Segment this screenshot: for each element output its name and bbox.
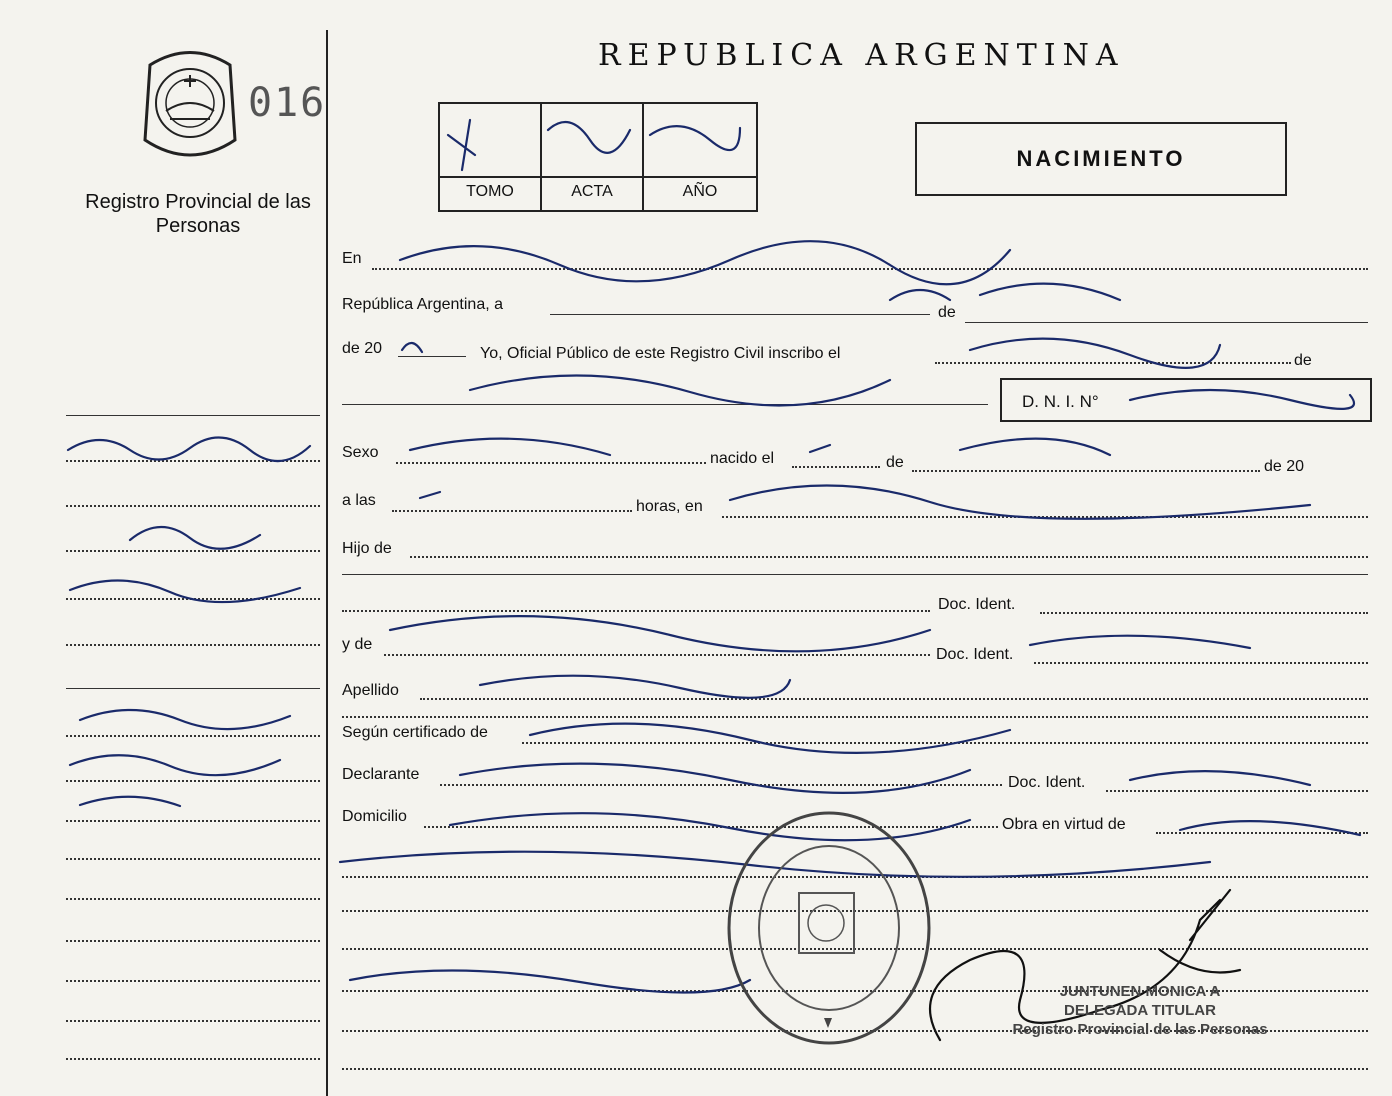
- label-segun-certificado: Según certificado de: [342, 724, 488, 741]
- folio-stamp: 016: [248, 80, 327, 126]
- label-de-birth-month: de: [886, 454, 904, 471]
- label-sexo: Sexo: [342, 444, 379, 461]
- label-doc-ident-father: Doc. Ident.: [938, 596, 1016, 613]
- label-a-las: a las: [342, 492, 376, 509]
- label-en: En: [342, 250, 362, 267]
- label-obra-en-virtud: Obra en virtud de: [1002, 816, 1126, 833]
- column-divider: [326, 30, 328, 1096]
- label-declarante: Declarante: [342, 766, 420, 783]
- label-y-de: y de: [342, 636, 373, 653]
- label-apellido: Apellido: [342, 682, 399, 699]
- label-doc-ident-mother: Doc. Ident.: [936, 646, 1014, 663]
- margin-handwritten-notes: [60, 420, 320, 820]
- document-type: NACIMIENTO: [915, 122, 1287, 196]
- ano-label: AÑO: [682, 183, 718, 200]
- label-horas-en: horas, en: [636, 498, 703, 515]
- label-yo-oficial: Yo, Oficial Público de este Registro Civil inscribo el: [480, 345, 841, 362]
- registry-name: Registro Provincial de las Personas: [85, 191, 311, 237]
- stamp-line-1: JUNTUNEN MONICA A: [1059, 983, 1221, 1000]
- provincial-seal-icon: [130, 45, 250, 165]
- field-notes-line-6: [342, 1068, 1368, 1070]
- delegate-stamp: [980, 982, 1300, 1039]
- label-doc-ident-declarante: Doc. Ident.: [1008, 774, 1086, 791]
- label-republica: República Argentina, a: [342, 296, 503, 313]
- label-de-20: de 20: [342, 340, 383, 357]
- label-nacido-el: nacido el: [710, 450, 775, 467]
- label-hijo-de: Hijo de: [342, 540, 392, 557]
- label-de-name: de: [1294, 352, 1312, 369]
- tomo-label: TOMO: [466, 183, 514, 200]
- label-de-month: de: [938, 304, 956, 321]
- acta-label: ACTA: [571, 183, 613, 200]
- stamp-line-3: Registro Provincial de las Personas: [1012, 1021, 1268, 1038]
- document-title: REPUBLICA ARGENTINA: [598, 38, 1125, 73]
- label-de-20-birth: de 20: [1264, 458, 1305, 475]
- label-dni: D. N. I. N°: [1022, 392, 1099, 411]
- stamp-line-2: DELEGADA TITULAR: [1064, 1002, 1216, 1019]
- label-domicilio: Domicilio: [342, 808, 407, 825]
